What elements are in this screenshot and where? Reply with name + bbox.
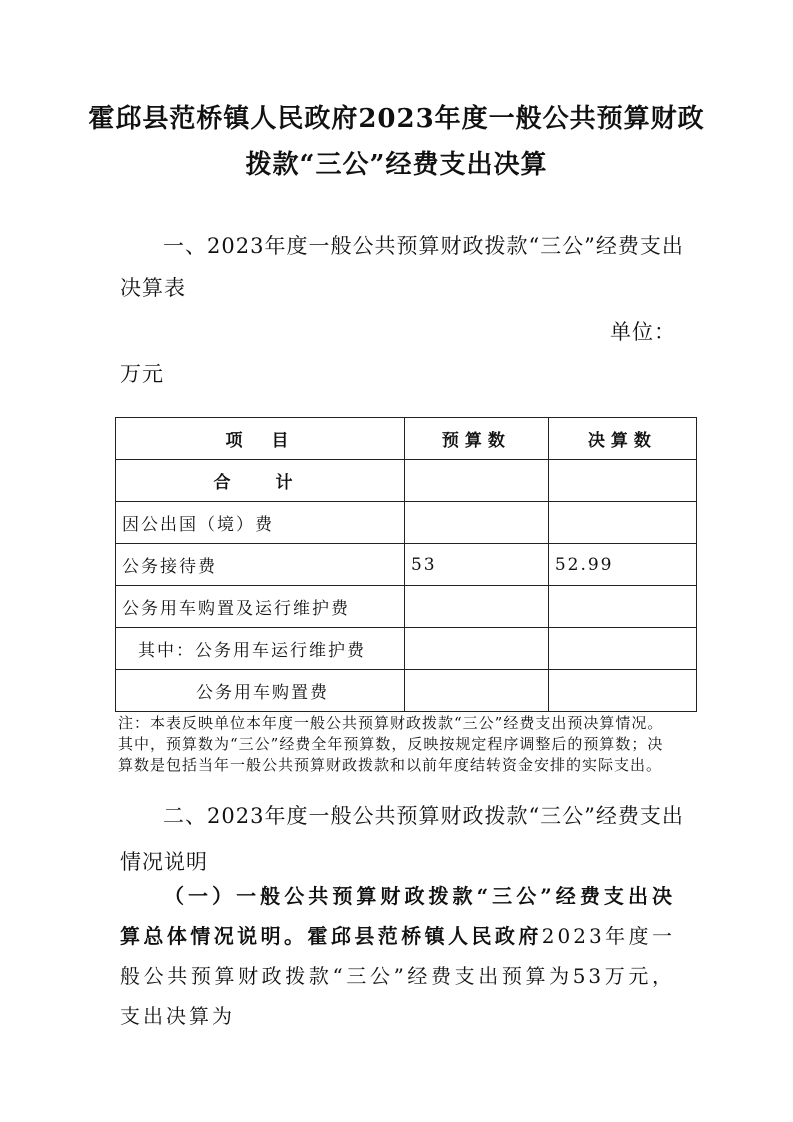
- section2-heading-cont: 情况说明: [120, 850, 208, 874]
- row-budget: 53: [404, 544, 548, 586]
- header-actual: 决算数: [548, 418, 696, 460]
- table-row: [116, 460, 697, 502]
- row-actual: [548, 460, 696, 502]
- row-label: 因公出国（境）费: [116, 502, 405, 544]
- header-budget: 预算数: [404, 418, 548, 460]
- row-label-total: 合 计: [116, 460, 405, 502]
- section1-heading-cont: 决算表: [120, 276, 186, 300]
- row-label: 其中：公务用车运行维护费: [116, 628, 405, 670]
- table-row: [116, 544, 697, 586]
- table-row: [116, 670, 697, 712]
- table-row: [116, 586, 697, 628]
- header-item: 项 目: [116, 418, 405, 460]
- section2-heading: 二、2023年度一般公共预算财政拨款“三公”经费支出: [163, 804, 684, 828]
- section2-paragraph: [120, 876, 675, 1036]
- paragraph-bold-lead: （一）一般公共预算财政拨款“三公”经费支出决算总体情况说明。霍邱县范桥镇人民政府: [120, 884, 675, 948]
- row-actual: 52.99: [548, 544, 696, 586]
- row-budget: [404, 460, 548, 502]
- unit-label: 单位：: [610, 320, 676, 344]
- row-budget: [404, 586, 548, 628]
- section1-heading: 一、2023年度一般公共预算财政拨款“三公”经费支出: [163, 234, 684, 258]
- row-actual: [548, 502, 696, 544]
- table-row: [116, 628, 697, 670]
- row-budget: [404, 502, 548, 544]
- unit-value: 万元: [120, 362, 164, 386]
- row-label: 公务用车购置费: [116, 670, 405, 712]
- row-actual: [548, 670, 696, 712]
- row-actual: [548, 628, 696, 670]
- paragraph-text: 2023年度一般公共预算财政拨款“三公”经费支出预算为53万元，支出决算为: [120, 924, 675, 1028]
- document-title-line1: 霍邱县范桥镇人民政府2023年度一般公共预算财政: [88, 104, 705, 134]
- document-title-line2: 拨款“三公”经费支出决算: [245, 150, 548, 180]
- table-row: [116, 502, 697, 544]
- row-budget: [404, 670, 548, 712]
- table-header-row: [116, 418, 697, 460]
- row-label: 公务用车购置及运行维护费: [116, 586, 405, 628]
- three-public-expenses-table: [115, 417, 697, 712]
- row-label: 公务接待费: [116, 544, 405, 586]
- row-budget: [404, 628, 548, 670]
- table-note: 注：本表反映单位本年度一般公共预算财政拨款“三公”经费支出预决算情况。其中，预算数为“三公”经费全年预算数，反映按规定程序调整后的预算数；决算数是包括当年一般公共预算财政拨款和以前年度结转资金安排的实际支出。: [118, 714, 664, 774]
- row-actual: [548, 586, 696, 628]
